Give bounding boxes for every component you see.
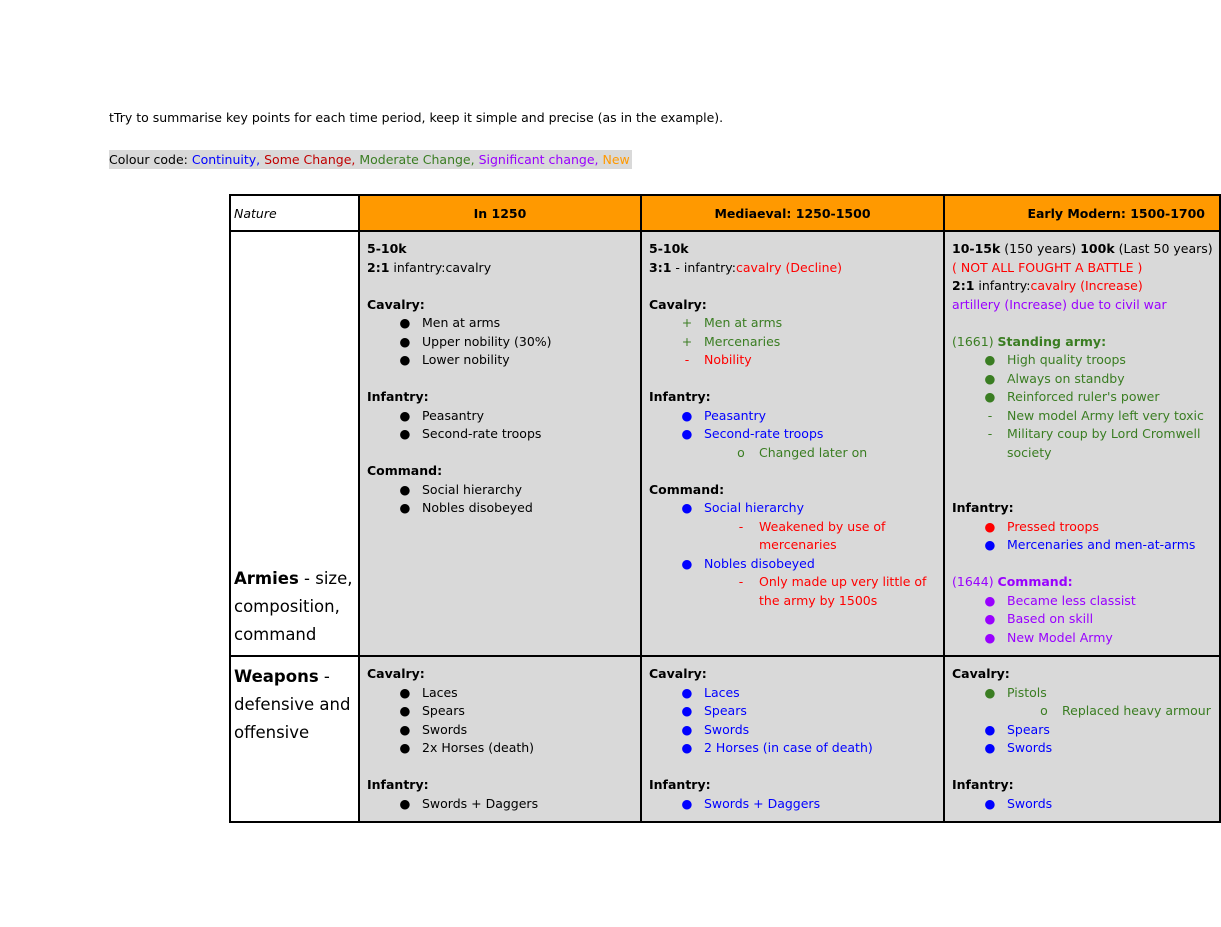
list-item	[952, 425, 1213, 462]
section-heading: Infantry:	[367, 777, 429, 792]
colour-code-item: New	[598, 152, 630, 167]
list-item-text: Swords	[1007, 795, 1053, 811]
spacer	[649, 462, 937, 481]
list-item	[952, 592, 1213, 611]
header-mediaeval: Mediaeval: 1250-1500	[641, 195, 944, 231]
list-item-text: New model Army left very toxic	[1007, 407, 1204, 423]
list-item	[649, 518, 937, 555]
list-item	[952, 518, 1213, 537]
list-item-text: High quality troops	[1007, 352, 1126, 367]
bullet-icon: ●	[984, 611, 996, 626]
bullet-icon: ●	[681, 684, 693, 700]
list-item	[649, 425, 937, 444]
list-item	[367, 407, 634, 426]
list-item-text: Only made up very little of the army by 1500s	[759, 574, 927, 608]
list-item	[649, 555, 937, 574]
row-label-rest: - size, composition, command	[234, 569, 353, 644]
list-item-text: Men at arms	[422, 315, 501, 330]
cell-text	[367, 259, 634, 278]
intro-instruction: tTry to summarise key points for each time period, keep it simple and precise (as in the example).	[109, 110, 724, 125]
list-item	[649, 314, 937, 333]
colour-code-items	[192, 152, 630, 167]
cell-armies-1250	[359, 231, 641, 656]
bullet-icon: ●	[681, 500, 693, 515]
bullet-icon: ●	[681, 426, 693, 441]
cell-text	[649, 259, 937, 278]
list-item	[952, 536, 1213, 555]
cell-armies-early-modern	[944, 231, 1220, 656]
bullet-icon: ●	[984, 740, 996, 755]
spacer	[952, 555, 1213, 574]
list-item	[649, 444, 937, 463]
list-item-text: 2 Horses (in case of death)	[704, 740, 873, 755]
list-item-text: Spears	[704, 703, 747, 718]
spacer	[367, 370, 634, 389]
list-item-text: Mercenaries and men-at-arms	[1007, 537, 1196, 552]
bullet-icon: ●	[399, 721, 411, 737]
text-fragment: (150 years)	[1000, 241, 1081, 256]
list-item	[367, 684, 634, 703]
text-fragment: (Last 50 years)	[1114, 241, 1213, 256]
list-item-text: Swords	[1007, 740, 1053, 755]
spacer	[367, 444, 634, 463]
list-item	[952, 721, 1213, 740]
row-label-bold: Armies	[234, 569, 299, 588]
bullet-icon: ●	[984, 370, 996, 386]
cell-text	[952, 573, 1213, 592]
list-item	[367, 499, 634, 518]
list-item	[367, 795, 634, 814]
list-item	[649, 795, 937, 814]
list-item-text: Lower nobility	[422, 352, 510, 367]
list-item-text: Based on skill	[1007, 611, 1094, 626]
bullet-icon: ●	[984, 389, 996, 404]
list-item	[649, 407, 937, 426]
text-fragment: 2:1	[367, 259, 390, 275]
list-item-text: Men at arms	[704, 315, 783, 330]
header-in-1250: In 1250	[359, 195, 641, 231]
text-fragment: Standing army:	[997, 333, 1107, 349]
bullet-icon: ●	[681, 721, 693, 737]
section-heading: Cavalry:	[649, 666, 707, 681]
cell-text: artillery (Increase) due to civil war	[952, 296, 1167, 312]
cell-text	[952, 333, 1213, 352]
text-fragment: - infantry:	[671, 259, 736, 275]
table-header-row	[230, 195, 1220, 231]
colour-code-item: Continuity,	[191, 152, 261, 167]
text-fragment: 10-15k	[952, 241, 1001, 256]
history-summary-table	[229, 194, 1221, 823]
spacer	[367, 277, 634, 296]
text-fragment: 2:1	[952, 278, 975, 293]
bullet-icon: -	[987, 407, 993, 423]
section-heading: 5-10k	[649, 241, 689, 256]
bullet-icon: ●	[681, 407, 693, 423]
list-item-text: New Model Army	[1007, 629, 1113, 645]
spacer	[649, 758, 937, 777]
row-label-weapons	[230, 656, 359, 822]
list-item	[649, 499, 937, 518]
bullet-icon: ●	[399, 333, 411, 349]
section-heading: Infantry:	[952, 500, 1014, 515]
cell-text	[952, 277, 1213, 296]
bullet-icon: ●	[984, 592, 996, 608]
bullet-icon: o	[737, 444, 745, 460]
colour-code-legend	[109, 150, 632, 169]
text-fragment: (1661)	[952, 333, 998, 349]
text-fragment: 100k	[1080, 241, 1115, 256]
section-heading: Cavalry:	[367, 296, 425, 312]
row-label-armies	[230, 231, 359, 656]
list-item	[649, 684, 937, 703]
text-fragment: 3:1	[649, 259, 672, 275]
text-fragment: cavalry (Decline)	[735, 259, 843, 275]
table-row-weapons	[230, 656, 1220, 822]
list-item	[952, 370, 1213, 389]
bullet-icon: +	[681, 315, 693, 330]
text-fragment: Command:	[997, 574, 1073, 589]
list-item-text: Upper nobility (30%)	[422, 333, 552, 349]
list-item	[952, 407, 1213, 426]
cell-weapons-early-modern	[944, 656, 1220, 822]
list-item-text: Became less classist	[1007, 592, 1136, 608]
text-fragment: infantry:cavalry	[389, 259, 492, 275]
bullet-icon: ●	[399, 352, 411, 367]
list-item-text: Second-rate troops	[422, 426, 542, 441]
list-item-text: Changed later on	[759, 444, 868, 460]
section-heading: Infantry:	[649, 777, 711, 792]
list-item-text: Swords + Daggers	[704, 795, 821, 811]
list-item	[367, 721, 634, 740]
list-item-text: Nobles disobeyed	[422, 500, 533, 515]
header-nature: Nature	[230, 195, 359, 231]
colour-code-label: Colour code:	[109, 152, 188, 167]
list-item	[649, 333, 937, 352]
list-item-text: Spears	[1007, 721, 1050, 737]
list-item-text: Peasantry	[422, 407, 484, 423]
section-heading: Cavalry:	[649, 296, 707, 312]
list-item-text: Swords	[704, 721, 750, 737]
list-item	[952, 684, 1213, 703]
spacer	[649, 370, 937, 389]
text-fragment: infantry:	[974, 278, 1031, 293]
list-item-text: Weakened by use of mercenaries	[759, 518, 886, 552]
bullet-icon: ●	[681, 703, 693, 718]
colour-code-item: Moderate Change,	[355, 152, 475, 167]
bullet-icon: ●	[681, 740, 693, 755]
list-item-text: Mercenaries	[704, 333, 781, 349]
list-item	[649, 573, 937, 610]
list-item	[952, 702, 1213, 721]
spacer	[952, 758, 1213, 777]
list-item	[952, 795, 1213, 814]
section-heading: Command:	[649, 481, 725, 497]
section-heading: Cavalry:	[367, 666, 425, 681]
section-heading: 5-10k	[367, 241, 407, 256]
bullet-icon: ●	[984, 518, 996, 534]
spacer	[952, 314, 1213, 333]
list-item-text: Nobility	[704, 352, 752, 367]
bullet-icon: ●	[399, 740, 411, 755]
bullet-icon: ●	[399, 481, 411, 497]
list-item	[367, 481, 634, 500]
cell-text	[952, 240, 1213, 259]
bullet-icon: ●	[399, 426, 411, 441]
list-item-text: Laces	[704, 684, 740, 700]
list-item-text: Reinforced ruler's power	[1007, 389, 1160, 404]
list-item	[649, 702, 937, 721]
section-heading: Infantry:	[952, 777, 1014, 792]
colour-code-item: Some Change,	[260, 152, 356, 167]
bullet-icon: ●	[984, 537, 996, 552]
list-item	[367, 351, 634, 370]
list-item-text: Swords	[422, 721, 468, 737]
list-item	[367, 333, 634, 352]
list-item	[367, 702, 634, 721]
list-item	[952, 610, 1213, 629]
bullet-icon: ●	[399, 407, 411, 423]
list-item	[367, 425, 634, 444]
list-item-text: Swords + Daggers	[422, 795, 539, 811]
bullet-icon: ●	[984, 795, 996, 811]
bullet-icon: ●	[681, 555, 693, 571]
list-item	[952, 629, 1213, 648]
text-fragment: cavalry (Increase)	[1030, 278, 1143, 293]
cell-text: ( NOT ALL FOUGHT A BATTLE )	[952, 259, 1143, 275]
bullet-icon: +	[681, 333, 693, 349]
bullet-icon: ●	[399, 703, 411, 718]
section-heading: Infantry:	[367, 389, 429, 404]
header-early-modern: Early Modern: 1500-1700	[944, 195, 1220, 231]
text-fragment: (1644)	[952, 574, 998, 589]
bullet-icon: ●	[984, 352, 996, 367]
cell-armies-mediaeval	[641, 231, 944, 656]
list-item	[952, 351, 1213, 370]
bullet-icon: ●	[399, 795, 411, 811]
bullet-icon: ●	[399, 500, 411, 515]
list-item	[367, 739, 634, 758]
colour-code-item: Significant change,	[474, 152, 599, 167]
list-item-text: Always on standby	[1007, 370, 1125, 386]
list-item-text: Replaced heavy armour	[1062, 703, 1211, 718]
table-row-armies	[230, 231, 1220, 656]
section-heading: Infantry:	[649, 389, 711, 404]
list-item-text: Social hierarchy	[704, 500, 804, 515]
bullet-icon: o	[1040, 703, 1048, 718]
list-item-text: Laces	[422, 684, 458, 700]
row-label-bold: Weapons	[234, 667, 319, 686]
list-item-text: Pressed troops	[1007, 518, 1100, 534]
list-item-text: Second-rate troops	[704, 426, 824, 441]
list-item	[952, 388, 1213, 407]
list-item	[649, 739, 937, 758]
bullet-icon: -	[738, 518, 744, 534]
list-item	[367, 314, 634, 333]
bullet-icon: ●	[984, 684, 996, 700]
list-item	[952, 739, 1213, 758]
list-item-text: Peasantry	[704, 407, 766, 423]
bullet-icon: -	[987, 426, 993, 441]
list-item-text: 2x Horses (death)	[422, 740, 535, 755]
spacer	[367, 758, 634, 777]
section-heading: Cavalry:	[952, 666, 1010, 681]
row-label-rest: - defensive and offensive	[234, 667, 351, 742]
list-item-text: Social hierarchy	[422, 481, 522, 497]
spacer	[952, 462, 1213, 481]
list-item-text: Pistols	[1007, 684, 1047, 700]
list-item	[649, 351, 937, 370]
bullet-icon: ●	[399, 684, 411, 700]
bullet-icon: ●	[984, 721, 996, 737]
bullet-icon: -	[684, 352, 690, 367]
cell-weapons-1250	[359, 656, 641, 822]
bullet-icon: -	[738, 574, 744, 589]
list-item-text: Nobles disobeyed	[704, 555, 815, 571]
spacer	[649, 277, 937, 296]
bullet-icon: ●	[681, 795, 693, 811]
list-item-text: Spears	[422, 703, 465, 718]
list-item-text: Military coup by Lord Cromwell society	[1007, 426, 1201, 460]
spacer	[952, 481, 1213, 500]
bullet-icon: ●	[984, 629, 996, 645]
list-item	[649, 721, 937, 740]
section-heading: Command:	[367, 463, 443, 478]
cell-weapons-mediaeval	[641, 656, 944, 822]
bullet-icon: ●	[399, 315, 411, 330]
